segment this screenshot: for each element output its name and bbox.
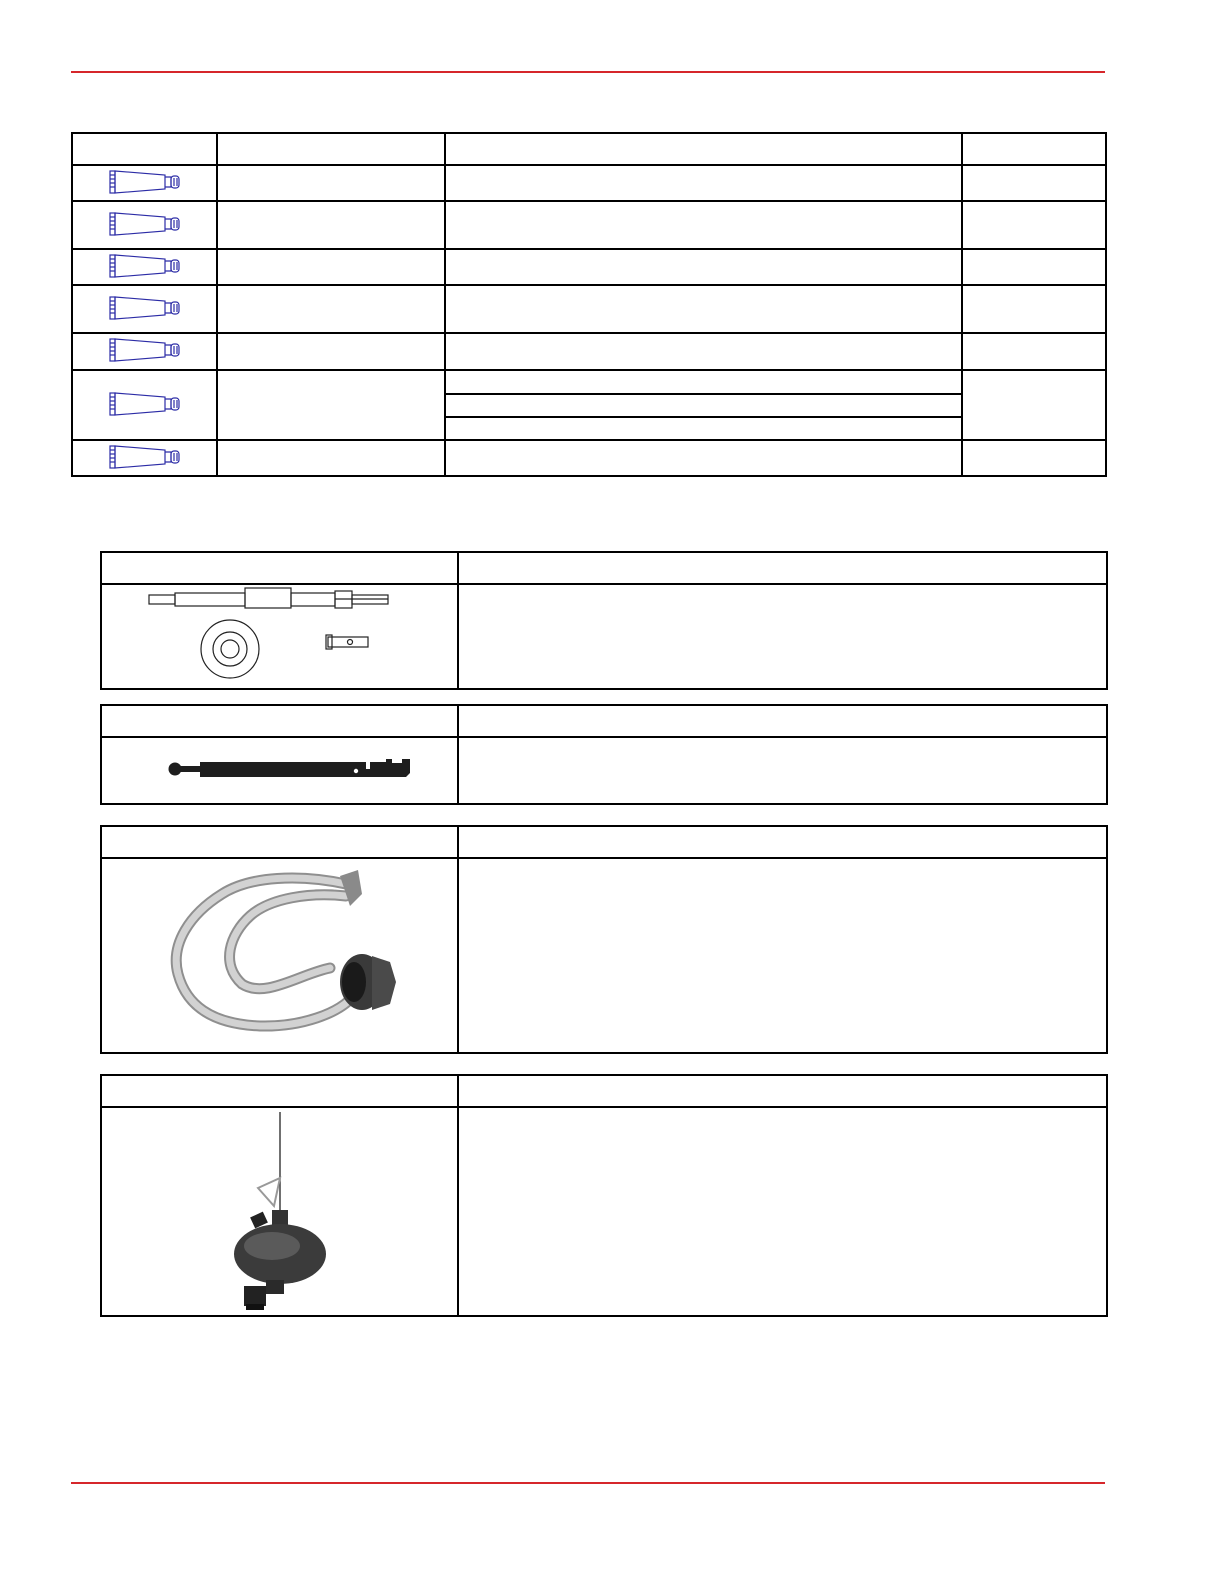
header-ref (72, 133, 217, 165)
tool-row (101, 737, 1107, 804)
grease-tube-icon (72, 249, 217, 285)
tool-table (100, 551, 1108, 690)
tool-table (100, 704, 1108, 805)
tool-description (458, 1107, 1107, 1316)
grease-tube-icon (72, 165, 217, 201)
header-description (217, 133, 445, 165)
table-cell (445, 165, 962, 201)
tool-row (101, 858, 1107, 1053)
tool-description (458, 584, 1107, 689)
table-row (72, 440, 1106, 476)
grease-tube-icon (72, 333, 217, 370)
table-cell (962, 201, 1106, 249)
lubricant-table (71, 132, 1107, 477)
header-where-used (445, 133, 962, 165)
tool-name (101, 826, 458, 858)
tool-name (101, 705, 458, 737)
table-cell (962, 440, 1106, 476)
tool-header (101, 552, 1107, 584)
table-cell (962, 249, 1106, 285)
grease-tube-icon (72, 285, 217, 333)
table-cell (445, 285, 962, 333)
strap-wrench-icon (101, 858, 458, 1053)
grease-tube-icon (72, 370, 217, 440)
tool-number (458, 1075, 1107, 1107)
tool-row (101, 584, 1107, 689)
table-row (72, 370, 1106, 394)
table-cell (445, 249, 962, 285)
table-cell (962, 285, 1106, 333)
header-rule (71, 71, 1105, 73)
table-row (72, 201, 1106, 249)
table-cell (217, 165, 445, 201)
table-cell (217, 285, 445, 333)
flywheel-holder-bar-icon (101, 737, 458, 804)
tool-number (458, 552, 1107, 584)
vacuum-pump-tester-icon (101, 1107, 458, 1316)
table-cell (217, 440, 445, 476)
lubricant-table-header (72, 133, 1106, 165)
tool-header (101, 705, 1107, 737)
tool-table (100, 1074, 1108, 1317)
tool-header (101, 1075, 1107, 1107)
table-cell (217, 201, 445, 249)
table-row (72, 285, 1106, 333)
shaft-puller-kit-icon (101, 584, 458, 689)
grease-tube-icon (72, 201, 217, 249)
table-row (72, 333, 1106, 370)
table-row (72, 249, 1106, 285)
table-cell (217, 370, 445, 440)
table-cell (962, 370, 1106, 440)
footer-rule (71, 1482, 1105, 1484)
table-cell (445, 370, 962, 394)
table-cell (962, 165, 1106, 201)
tool-description (458, 858, 1107, 1053)
tool-description (458, 737, 1107, 804)
tool-name (101, 552, 458, 584)
table-cell (445, 417, 962, 440)
tool-number (458, 705, 1107, 737)
table-cell (445, 201, 962, 249)
tool-number (458, 826, 1107, 858)
tool-header (101, 826, 1107, 858)
grease-tube-icon (72, 440, 217, 476)
tool-row (101, 1107, 1107, 1316)
table-cell (217, 249, 445, 285)
table-cell (445, 333, 962, 370)
header-part-number (962, 133, 1106, 165)
table-cell (217, 333, 445, 370)
table-cell (445, 394, 962, 417)
table-cell (962, 333, 1106, 370)
tool-table (100, 825, 1108, 1054)
table-cell (445, 440, 962, 476)
tool-name (101, 1075, 458, 1107)
table-row (72, 165, 1106, 201)
